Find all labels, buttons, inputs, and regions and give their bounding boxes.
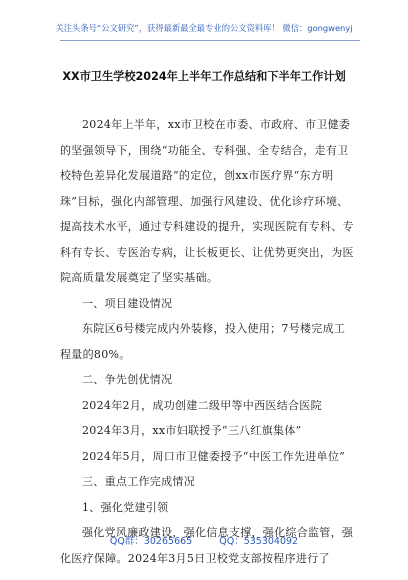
footer-qq: QQ：535304092 [219,536,299,547]
award-item: 2024年2月，成功创建二级甲等中西医结合医院 [82,398,322,412]
document-title: XX市卫生学校2024年上半年工作总结和下半年工作计划 [62,70,346,83]
document-body [60,112,356,571]
promo-banner: 关注头条号“公文研究”，获得最新最全最专业的公文资料库！ 微信：gongwenyj [55,23,353,33]
project-paragraph: 东院区6号楼完成内外装修，投入使用；7号楼完成工程量的80%。 [60,322,346,361]
intro-paragraph: 2024年上半年，xx市卫校在市委、市政府、市卫健委的坚强领导下，围绕“功能全、专科强、全专结合，走有卫校特色差异化发展道路”的定位，创xx市医疗界“东方明珠”目标，强化内部管理、加强行风建设、优化诊疗环境、提高技术水平，通过专科建设的提升，实现医院有专科、专科有专长、专医治专病，让长板更长、让优势更突出，为医院高质量发展奠定了坚实基础。 [60,118,354,284]
header-divider [60,40,360,41]
subsection-heading-party: 1、强化党建引领 [82,500,169,514]
party-paragraph: 强化党风廉政建设，强化信息支撑，强化综合监管，强化医疗保障。2024年3月5日卫校党支部按程序进行了 [60,526,354,565]
section-heading-awards: 二、争先创优情况 [82,373,173,386]
footer-qq-group: QQ群：30265665 [109,536,193,547]
footer-contact [0,533,408,547]
award-item: 2024年3月，xx市妇联授予“三八红旗集体” [82,424,302,437]
section-heading-key-work: 三、重点工作完成情况 [82,475,195,488]
award-item: 2024年5月，周口市卫健委授予“中医工作先进单位” [82,449,346,463]
section-heading-project: 一、项目建设情况 [82,296,173,310]
